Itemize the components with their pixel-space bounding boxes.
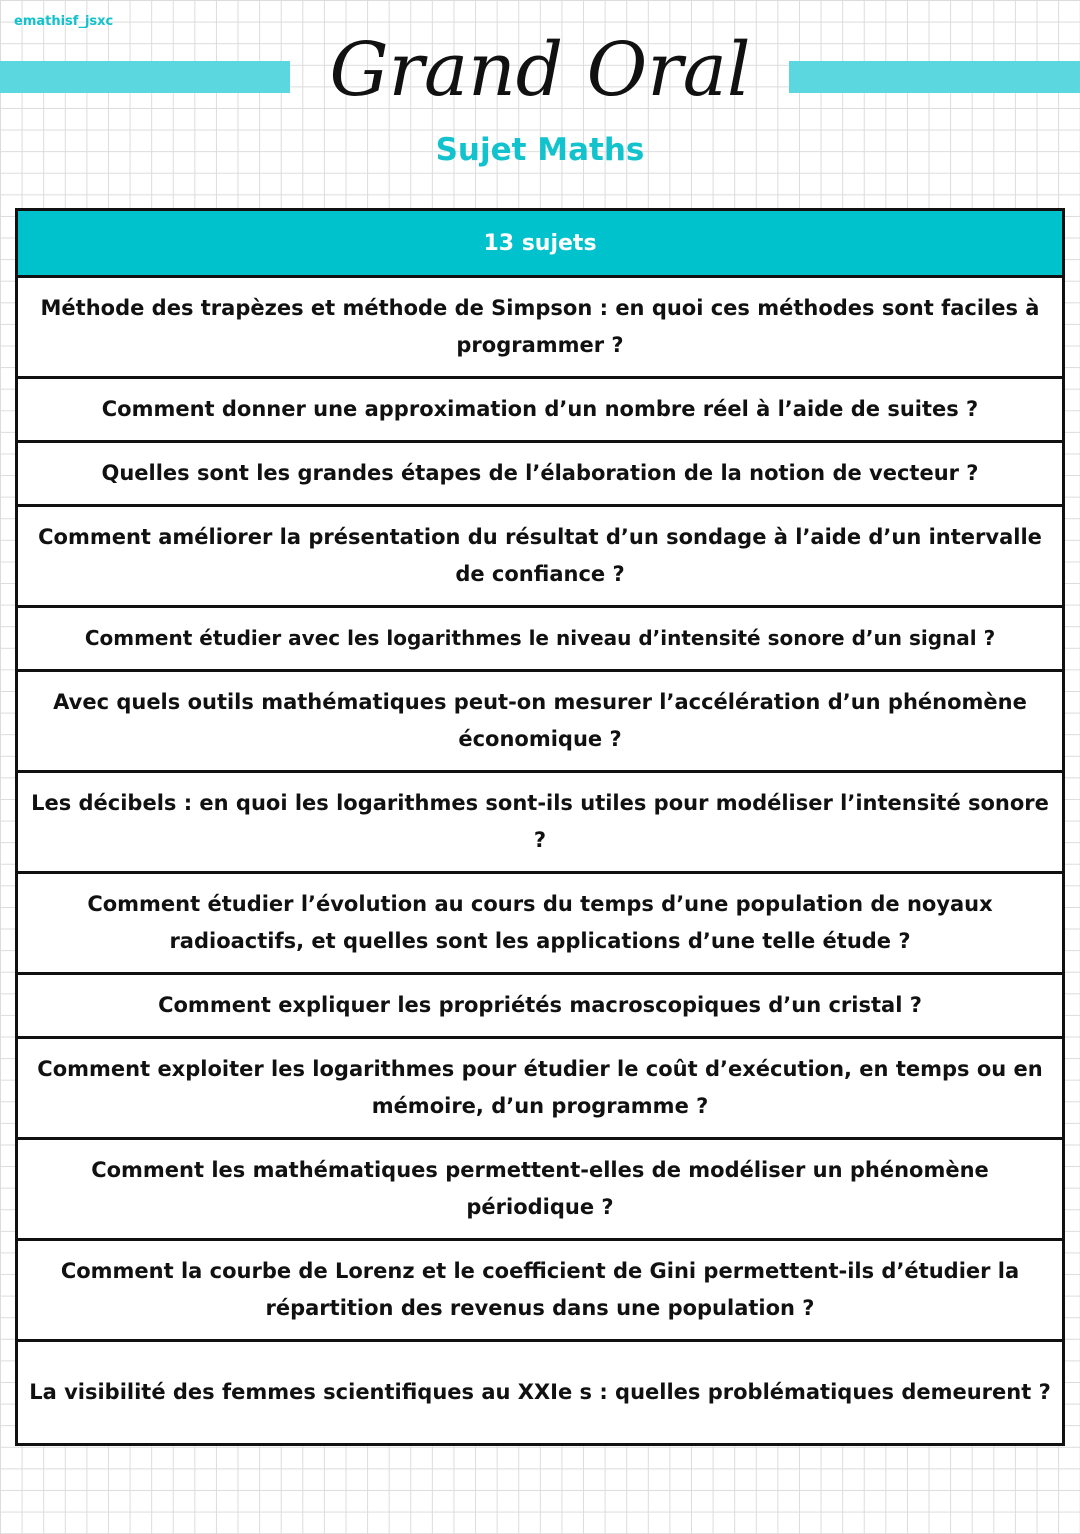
table-header: 13 sujets (18, 211, 1062, 278)
subject-row: Méthode des trapèzes et méthode de Simpson : en quoi ces méthodes sont faciles à programmer ? (18, 278, 1062, 379)
page-subtitle: Sujet Maths (435, 132, 645, 168)
subject-row: Les décibels : en quoi les logarithmes sont-ils utiles pour modéliser l’intensité sonore ? (18, 773, 1062, 874)
subject-row: Comment étudier avec les logarithmes le niveau d’intensité sonore d’un signal ? (18, 608, 1062, 672)
subject-row: Avec quels outils mathématiques peut-on mesurer l’accélération d’un phénomène économique ? (18, 672, 1062, 773)
subject-row: Comment améliorer la présentation du résultat d’un sondage à l’aide d’un intervalle de confiance ? (18, 507, 1062, 608)
page-title: Grand Oral (329, 27, 751, 113)
subjects-table (15, 208, 1065, 1446)
author-handle: emathisf_jsxc (14, 14, 114, 29)
subject-row: La visibilité des femmes scientifiques au XXIe s : quelles problématiques demeurent ? (18, 1342, 1062, 1443)
subject-row: Comment étudier l’évolution au cours du temps d’une population de noyaux radioactifs, et quelles sont les applications d’une telle étude ? (18, 874, 1062, 975)
subject-row: Quelles sont les grandes étapes de l’élaboration de la notion de vecteur ? (18, 443, 1062, 507)
subject-row: Comment les mathématiques permettent-elles de modéliser un phénomène périodique ? (18, 1140, 1062, 1241)
subject-row: Comment donner une approximation d’un nombre réel à l’aide de suites ? (18, 379, 1062, 443)
subject-row: Comment la courbe de Lorenz et le coefficient de Gini permettent-ils d’étudier la répartition des revenus dans une population ? (18, 1241, 1062, 1342)
subject-row: Comment exploiter les logarithmes pour étudier le coût d’exécution, en temps ou en mémoire, d’un programme ? (18, 1039, 1062, 1140)
subject-row: Comment expliquer les propriétés macroscopiques d’un cristal ? (18, 975, 1062, 1039)
